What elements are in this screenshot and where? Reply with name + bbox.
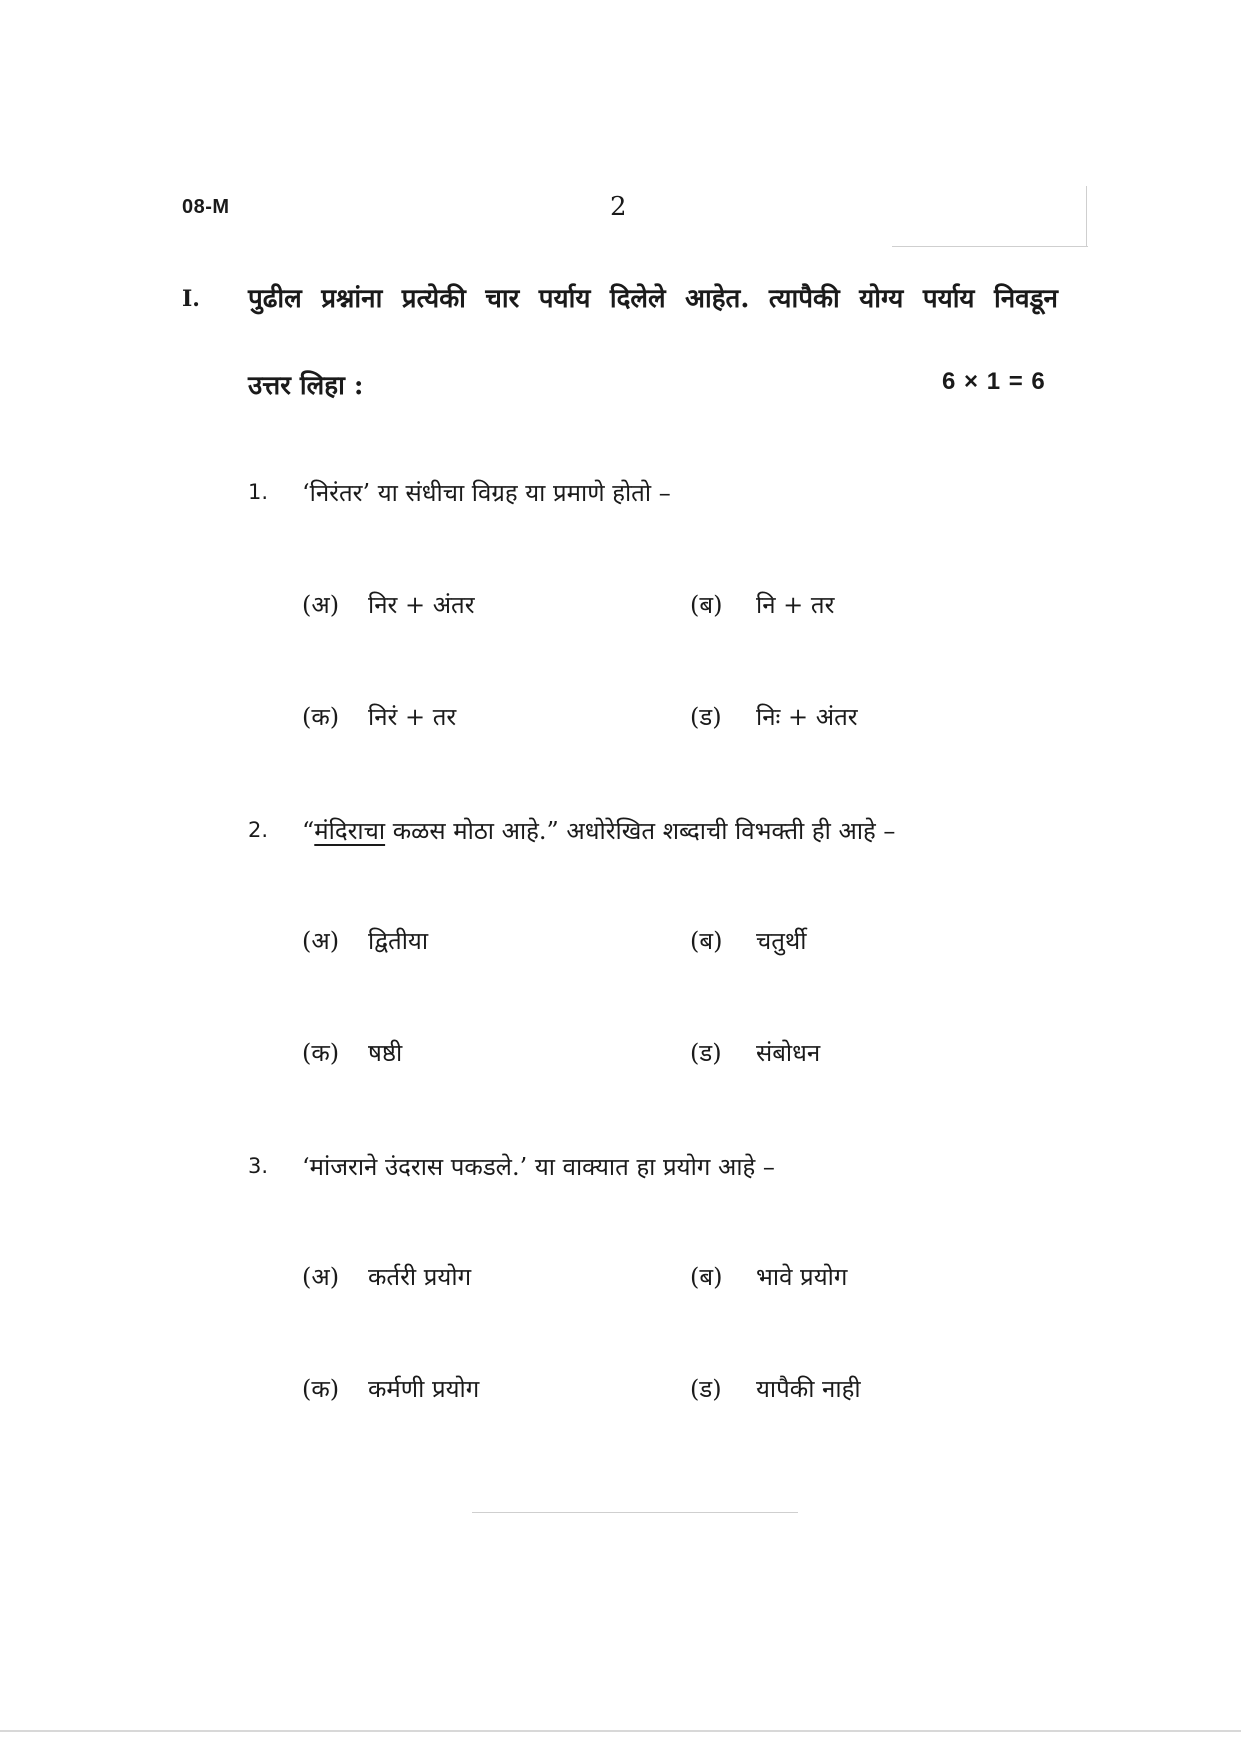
instruction-word: पुढील: [248, 284, 302, 314]
instruction-word: प्रत्येकी: [401, 284, 466, 314]
option-b: [690, 924, 806, 957]
section-marks: 6 × 1 = 6: [942, 368, 1046, 395]
instruction-word: निवडून: [993, 284, 1058, 314]
option-text: यापैकी नाही: [756, 1375, 861, 1403]
option-text: चतुर्थी: [756, 927, 807, 955]
instruction-word: प्रश्नांना: [321, 284, 383, 314]
option-text: षष्ठी: [368, 1039, 403, 1067]
instruction-word: पर्याय: [538, 284, 591, 314]
option-d: [690, 1036, 820, 1069]
question-text: ‘मांजराने उंदरास पकडले.’ या वाक्यात हा प्रयोग आहे –: [302, 1153, 775, 1181]
instruction-word: चार: [485, 284, 520, 314]
scan-artifact-line: [1086, 186, 1087, 246]
option-label: (ड): [690, 703, 722, 731]
option-label: (ब): [690, 927, 723, 955]
option-text: भावे प्रयोग: [756, 1263, 848, 1291]
instruction-word: त्यापैकी: [768, 284, 840, 314]
scan-artifact-line: [0, 1730, 1241, 1732]
option-text: निः + अंतर: [756, 703, 858, 731]
option-d: [690, 1372, 861, 1405]
question-text-rest: कळस मोठा आहे.” अधोरेखित शब्दाची विभक्ती ही आहे –: [385, 817, 896, 845]
instruction-word: पर्याय: [922, 284, 975, 314]
option-label: (अ): [302, 927, 340, 955]
option-a: [302, 588, 475, 621]
option-text: कर्तरी प्रयोग: [368, 1263, 472, 1291]
option-b: [690, 1260, 847, 1293]
paper-code: 08-M: [182, 196, 230, 218]
option-text: संबोधन: [756, 1039, 821, 1067]
question-text: [302, 814, 895, 847]
option-c: [302, 1036, 402, 1069]
option-text: निरं + तर: [368, 703, 457, 731]
option-label: (क): [302, 703, 340, 731]
option-text: निर + अंतर: [368, 591, 475, 619]
option-label: (ब): [690, 1263, 723, 1291]
instruction-word: योग्य: [859, 284, 904, 314]
section-label: I.: [182, 286, 200, 312]
option-label: (अ): [302, 591, 340, 619]
option-label: (ब): [690, 591, 723, 619]
option-text: द्वितीया: [368, 927, 429, 955]
option-label: (ड): [690, 1039, 722, 1067]
option-label: (क): [302, 1039, 340, 1067]
option-a: [302, 1260, 471, 1293]
question-text: ‘निरंतर’ या संधीचा विग्रह या प्रमाणे होतो –: [302, 479, 671, 507]
option-text: नि + तर: [756, 591, 835, 619]
instruction-word: दिलेले: [609, 284, 666, 314]
option-d: [690, 700, 858, 733]
option-label: (क): [302, 1375, 340, 1403]
option-text: कर्मणी प्रयोग: [368, 1375, 480, 1403]
question-number: 3.: [248, 1154, 269, 1178]
option-a: [302, 924, 428, 957]
scan-artifact-line: [472, 1512, 798, 1513]
question-number: 2.: [248, 818, 269, 842]
question-number: 1.: [248, 480, 269, 504]
option-b: [690, 588, 834, 621]
option-c: [302, 1372, 479, 1405]
open-quote: “: [302, 817, 315, 845]
underlined-word: मंदिराचा: [314, 817, 386, 845]
instruction-word: आहेत.: [685, 284, 750, 314]
option-label: (अ): [302, 1263, 340, 1291]
section-instruction-line1: [248, 279, 1058, 315]
page-number: 2: [610, 192, 627, 222]
scan-artifact-line: [892, 246, 1088, 247]
option-label: (ड): [690, 1375, 722, 1403]
option-c: [302, 700, 456, 733]
section-instruction-line2: उत्तर लिहा :: [248, 371, 364, 401]
